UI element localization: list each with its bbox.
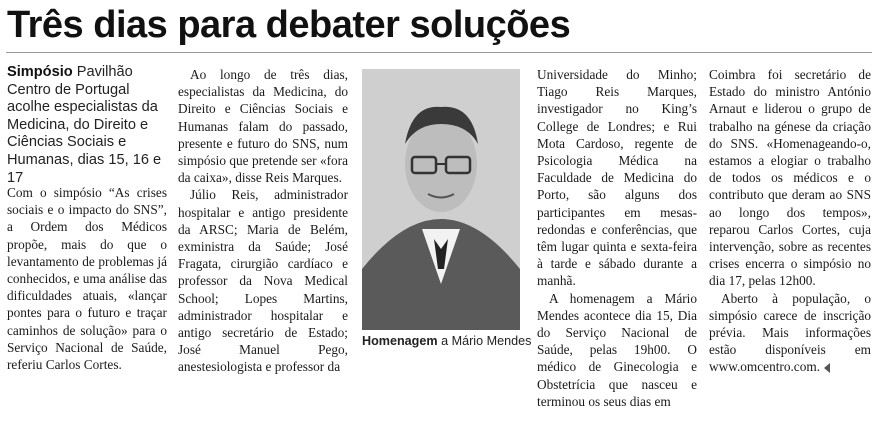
column-1	[7, 184, 167, 373]
caption-label: Homenagem	[362, 334, 438, 348]
col2-paragraph-1: Ao longo de três dias, especialistas da Medicina, do Direito e Ciências Sociais e Humanas falam do passado, presente e futuro do SNS, num simpósio que pretende ser «fora da caixa», disse Reis Marques.	[178, 67, 348, 186]
col3-paragraph-2: A homenagem a Mário Mendes acontece dia 15, Dia do Serviço Nacional de Saúde, pelas 19h00. O médico de Ginecologia e Obstetrícia que nasceu e terminou os seus dias em	[537, 290, 697, 409]
portrait-illustration	[362, 69, 520, 330]
column-3	[537, 66, 697, 410]
col4-paragraph-1: Coimbra foi secretário de Estado do ministro António Arnaut e liderou o grupo de trabalho na génese da criação do SNS. «Homenageando-o, estamos a elogiar o trabalho de todos os médicos e o contributo que deram ao SNS ao longo dos tempos», reparou Carlos Cortes, cuja intervenção, sobre as recentes crises encerra o simpósio no dia 17, pelas 12h00.	[709, 67, 871, 289]
end-of-article-icon	[824, 363, 830, 373]
portrait-photo	[362, 69, 520, 330]
article-headline: Três dias para debater soluções	[7, 4, 571, 46]
col4-paragraph-2	[709, 290, 871, 376]
col3-paragraph-1: Universidade do Minho; Tiago Reis Marques, investigador no King’s College de Londres; e Rui Mota Cardoso, regente de Psicologia Médica na Faculdade de Medicina do Porto, são alguns dos participantes em mesas-redondas e conferências, que têm lugar quinta e sexta-feira à tarde e sábado durante a manhã.	[537, 67, 697, 289]
caption-text: a Mário Mendes	[437, 334, 532, 348]
column-4	[709, 66, 871, 376]
photo-caption	[362, 334, 532, 348]
headline-divider	[6, 52, 872, 53]
col2-paragraph-2: Júlio Reis, administrador hospitalar e antigo presidente da ARSC; Maria de Belém, exministra da Saúde; José Fragata, cirurgião cardíaco e professor da Nova Medical School; Lopes Martins, administrador hospitalar e antigo secretário de Estado; José Manuel Pego, anestesiologista e professor da	[178, 187, 348, 375]
lead-block	[7, 64, 167, 187]
col4-paragraph-2-text: Aberto à população, o simpósio carece de inscrição prévia. Mais informações estão disponíveis em www.omcentro.com.	[709, 290, 871, 375]
lead-label: Simpósio	[7, 64, 73, 80]
lead-text: Pavilhão Centro de Portugal acolhe especialistas da Medicina, do Direito e Ciências Sociais e Humanas, dias 15, 16 e 17	[7, 64, 162, 186]
column-2	[178, 66, 348, 376]
col1-paragraph-1: Com o simpósio “As crises sociais e o impacto do SNS”, a Ordem dos Médicos propõe, mais do que o levantamento de problemas já conhecidos, e uma análise das dificuldades atuais, «lançar pontes para o futuro e traçar caminhos de solução» para o Serviço Nacional de Saúde, referiu Carlos Cortes.	[7, 185, 167, 373]
